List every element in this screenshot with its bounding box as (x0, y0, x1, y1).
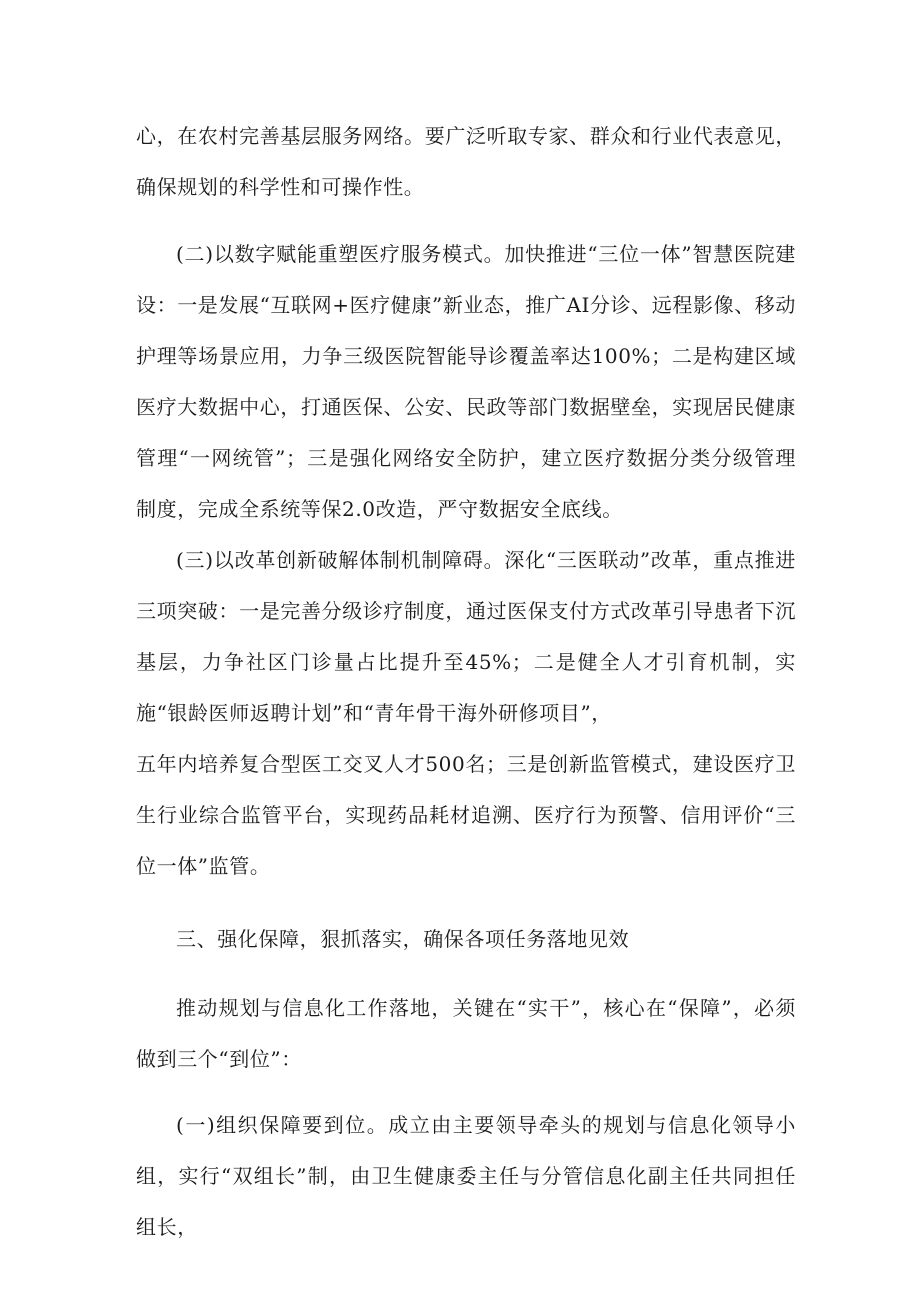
paragraph-reform-innovation: (三)以改革创新破解体制机制障碍。深化“三医联动”改革，重点推进三项突破：一是完善分级诊疗制度，通过医保支付方式改革引导患者下沉基层，力争社区门诊量占比提升至45%；二是健全人才引育机制，实施“银龄医师返聘计划”和“青年骨干海外研修项目”， (136, 548, 796, 725)
paragraph-reform-continued: 五年内培养复合型医工交叉人才500名；三是创新监管模式，建设医疗卫生行业综合监管平台，实现药品耗材追溯、医疗行为预警、信用评价“三位一体”监管。 (136, 752, 796, 878)
paragraph-continuation: 心，在农村完善基层服务网络。要广泛听取专家、群众和行业代表意见，确保规划的科学性和可操作性。 (136, 124, 796, 199)
paragraph-organizational-guarantee: (一)组织保障要到位。成立由主要领导牵头的规划与信息化领导小组，实行“双组长”制，由卫生健康委主任与分管信息化副主任共同担任组长， (136, 1113, 796, 1239)
section-heading-safeguards: 三、强化保障，狠抓落实，确保各项任务落地见效 (176, 927, 630, 951)
paragraph-digital-empowerment: (二)以数字赋能重塑医疗服务模式。加快推进“三位一体”智慧医院建设：一是发展“互联网+医疗健康”新业态，推广AI分诊、远程影像、移动护理等场景应用，力争三级医院智能导诊覆盖率达100%；二是构建区域医疗大数据中心，打通医保、公安、民政等部门数据壁垒，实现居民健康管理“一网统管”；三是强化网络安全防护，建立医疗数据分类分级管理制度，完成全系统等保2.0改造，严守数据安全底线。 (136, 242, 796, 521)
paragraph-implementation: 推动规划与信息化工作落地，关键在“实干”，核心在“保障”，必须做到三个“到位”： (136, 996, 796, 1071)
